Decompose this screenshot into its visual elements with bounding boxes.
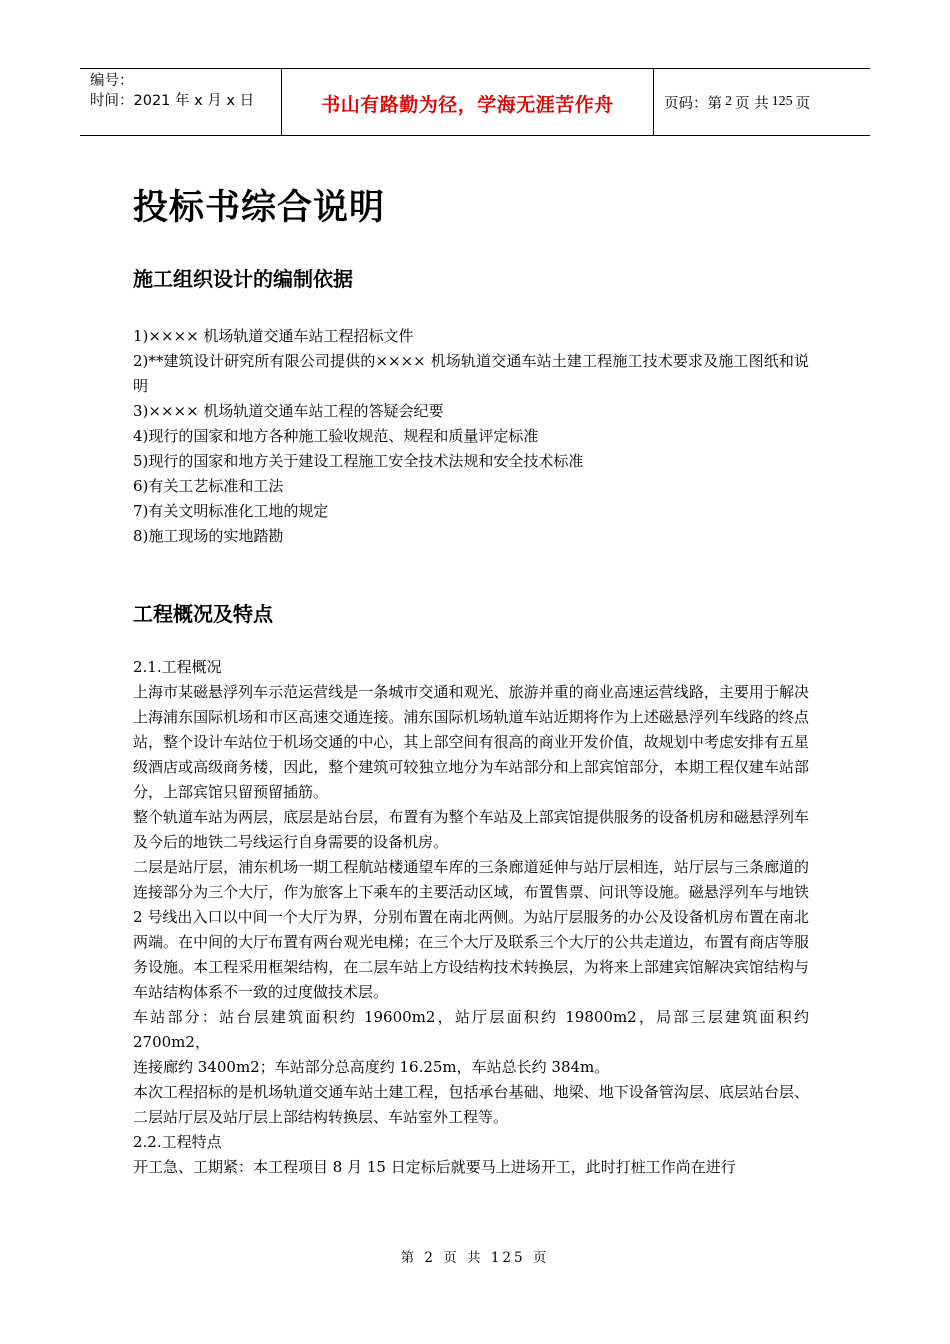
- list-item: 2)**建筑设计研究所有限公司提供的×××× 机场轨道交通车站土建工程施工技术要求及施工图纸和说明: [133, 352, 809, 395]
- paragraph: 上海市某磁悬浮列车示范运营线是一条城市交通和观光、旅游并重的商业高速运营线路，主要用于解决上海浦东国际机场和市区高速交通连接。浦东国际机场轨道车站近期将作为上述磁悬浮列车线路的终点站，整个设计车站位于机场交通的中心，其上部空间有很高的商业开发价值，故规划中考虑安排有五星级酒店或高级商务楼，因此，整个建筑可较独立地分为车站部分和上部宾馆部分，本期工程仅建车站部分，上部宾馆只留预留插筋。: [133, 683, 809, 801]
- date-label: 时间：2021 年 x 月 x 日: [90, 93, 255, 109]
- section-heading-overview: 工程概况及特点: [133, 602, 273, 626]
- header-page-number: [654, 69, 870, 135]
- basis-list: [133, 324, 809, 549]
- paragraph: 连接廊约 3400m2；车站部分总高度约 16.25m，车站总长约 384m。: [133, 1058, 610, 1076]
- list-item: 3)×××× 机场轨道交通车站工程的答疑会纪要: [133, 402, 444, 420]
- document-title: 投标书综合说明: [133, 188, 386, 228]
- list-item: 5)现行的国家和地方关于建设工程施工安全技术法规和安全技术标准: [133, 452, 584, 470]
- page-suffix: 页: [795, 95, 811, 112]
- page-footer: 第 2 页 共 125 页: [400, 1250, 550, 1266]
- page-total: 125: [771, 94, 793, 109]
- overview-text: [133, 655, 809, 1180]
- page-header: [80, 68, 870, 136]
- paragraph: 本次工程招标的是机场轨道交通车站土建工程，包括承台基础、地梁、地下设备管沟层、底层站台层、二层站厅层及站厅层上部结构转换层、车站室外工程等。: [133, 1083, 809, 1126]
- page-prefix: 页码：第: [664, 95, 722, 112]
- serial-label: 编号：: [90, 73, 134, 89]
- paragraph: 开工急、工期紧：本工程项目 8 月 15 日定标后就要马上进场开工，此时打桩工作尚在进行: [133, 1158, 736, 1176]
- list-item: 7)有关文明标准化工地的规定: [133, 502, 329, 520]
- section-heading-basis: 施工组织设计的编制依据: [133, 267, 353, 291]
- list-item: 8)施工现场的实地踏勘: [133, 527, 284, 545]
- page-mid: 页 共: [735, 95, 769, 112]
- paragraph: 整个轨道车站为两层，底层是站台层，布置有为整个车站及上部宾馆提供服务的设备机房和磁悬浮列车及今后的地铁二号线运行自身需要的设备机房。: [133, 808, 809, 851]
- paragraph: 车站部分：站台层建筑面积约 19600m2，站厅层面积约 19800m2，局部三层建筑面积约 2700m2，: [133, 1008, 809, 1051]
- list-item: 1)×××× 机场轨道交通车站工程招标文件: [133, 327, 414, 345]
- paragraph: 二层是站厅层，浦东机场一期工程航站楼通望车库的三条廊道延伸与站厅层相连，站厅层与三条廊道的连接部分为三个大厅，作为旅客上下乘车的主要活动区域，布置售票、问讯等设施。磁悬浮列车与地铁 2 号线出入口以中间一个大厅为界，分别布置在南北两侧。为站厅层服务的办公及设备机房布置在南北两端。在中间的大厅布置有两台观光电梯；在三个大厅及联系三个大厅的公共走道边，布置有商店等服务设施。本工程采用框架结构，在二层车站上方设结构技术转换层，为将来上部建宾馆解决宾馆结构与车站结构体系不一致的过度做技术层。: [133, 858, 809, 1001]
- subsection-heading: 2.1.工程概况: [133, 658, 222, 676]
- list-item: 6)有关工艺标准和工法: [133, 477, 284, 495]
- document-body: [133, 180, 809, 1180]
- subsection-heading: 2.2.工程特点: [133, 1133, 222, 1151]
- header-motto-cell: [282, 69, 654, 135]
- header-motto: 书山有路勤为径，学海无涯苦作舟: [321, 94, 614, 116]
- header-meta: [80, 69, 282, 135]
- page-current: 2: [725, 94, 732, 109]
- list-item: 4)现行的国家和地方各种施工验收规范、规程和质量评定标准: [133, 427, 539, 445]
